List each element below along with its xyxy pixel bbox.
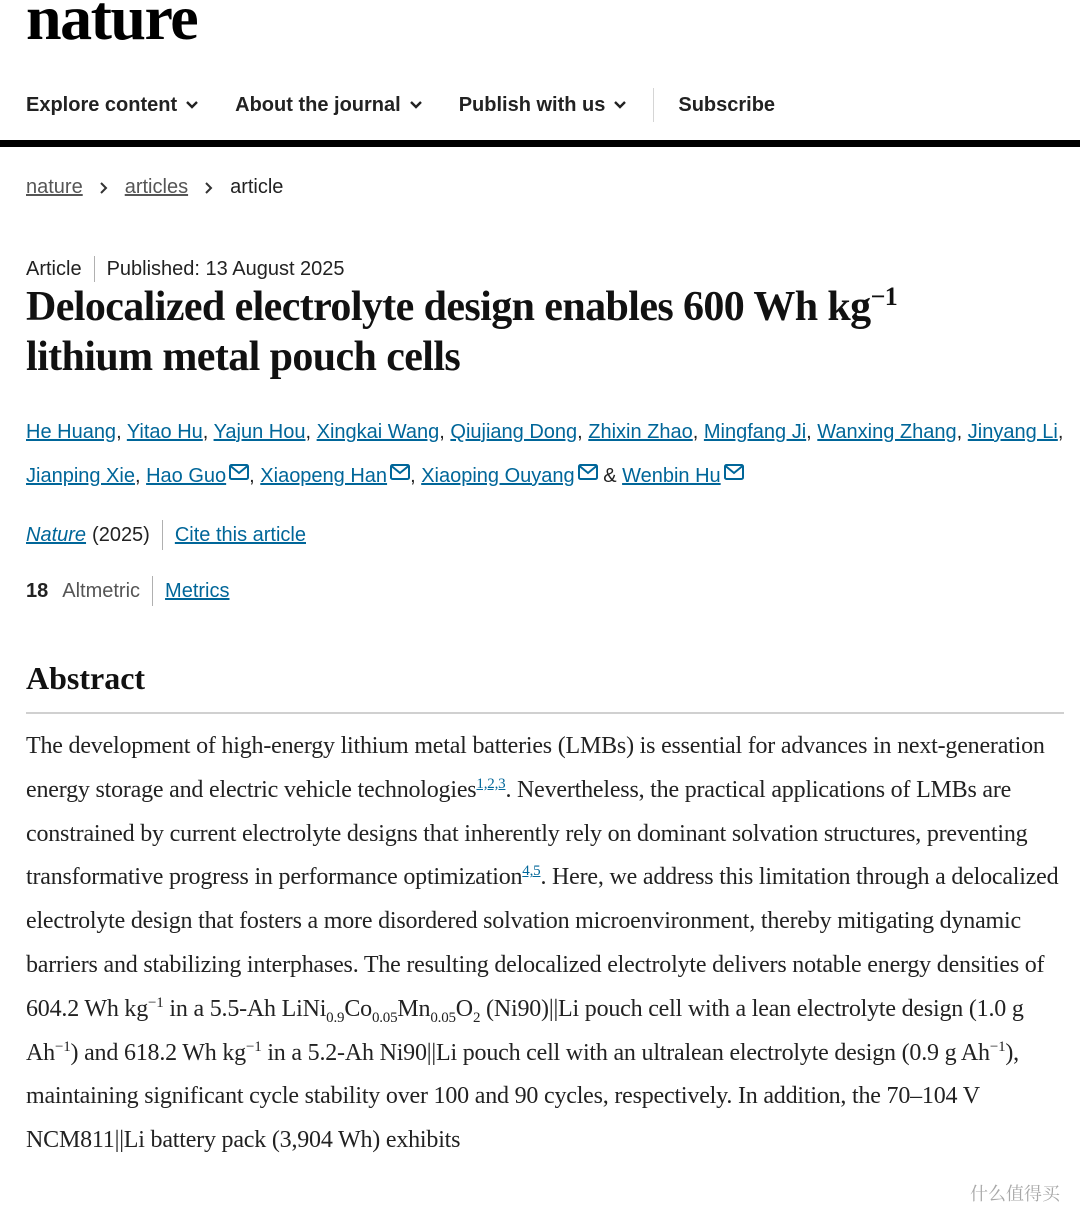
header-rule [0,140,1080,147]
superscript: −1 [245,1038,262,1055]
subscript: 2 [472,1009,481,1026]
abstract-segment: Co [344,995,372,1022]
author-link[interactable]: Mingfang Ji [703,421,807,443]
abstract-segment: Mn [397,995,431,1022]
reference-link[interactable]: 1,2,3 [476,775,506,792]
mail-icon[interactable] [724,464,744,480]
metrics-divider [152,576,153,606]
subscript: 0.05 [371,1009,398,1026]
author-link[interactable]: Hao Guo [146,465,227,487]
breadcrumb [26,176,283,199]
breadcrumb-articles[interactable]: articles [124,176,189,198]
author-link[interactable]: He Huang [26,421,117,443]
altmetric-label: Altmetric [62,579,141,602]
superscript: −1 [989,1038,1006,1055]
cite-this-article-link[interactable]: Cite this article [174,523,306,546]
author-link[interactable]: Jinyang Li [967,421,1058,443]
nav-explore-content[interactable] [26,94,199,117]
abstract-segment: O [455,995,473,1022]
author-link[interactable]: Yajun Hou [213,421,306,443]
title-superscript: −1 [870,282,898,311]
article-title [26,282,1056,382]
author-separator: , [410,465,422,487]
author-separator: , [806,421,818,443]
author-link[interactable]: Xiaopeng Han [260,465,388,487]
subscript: 0.05 [430,1009,456,1026]
reference-link[interactable]: 4,5 [522,863,541,880]
abstract-segment: ) and 618.2 Wh kg [70,1039,246,1066]
nav-about-label: About the journal [235,93,401,116]
nav-subscribe-label: Subscribe [678,93,776,116]
chevron-right-icon [204,181,214,195]
journal-link[interactable]: Nature [26,523,87,546]
author-link[interactable]: Wanxing Zhang [817,421,957,443]
author-separator: , [202,421,214,443]
chevron-right-icon [99,181,109,195]
abstract-segment: The development of high-energy lithium metal batteries (LMBs) is essential for advances in next-generation energy storage and electric vehicle technologies [26,733,1045,803]
altmetric-count: 18 [26,579,49,602]
author-link[interactable]: Xingkai Wang [316,421,440,443]
nav-publish-label: Publish with us [458,93,606,116]
breadcrumb-nature[interactable]: nature [26,176,83,198]
abstract-segment: . Nevertheless, the practical applications of LMBs are constrained by current electrolyte designs that inherently rely on dominant solvation structures, preventing transformative progress in performance optimization [26,776,1028,891]
author-separator: , [439,421,451,443]
nav-about-journal[interactable] [235,94,423,117]
abstract-rule [26,712,1064,714]
nav-subscribe[interactable] [678,94,775,117]
mail-icon[interactable] [390,464,410,480]
metrics-bar [26,576,230,606]
author-separator: , [692,421,704,443]
author-separator: , [249,465,261,487]
published-date: Published: 13 August 2025 [106,257,345,280]
title-line-2: lithium metal pouch cells [26,334,461,380]
title-line-1: Delocalized electrolyte design enables 600 Wh kg [26,284,871,330]
author-link[interactable]: Xiaoping Ouyang [421,465,575,487]
nav-divider [653,88,654,122]
author-link[interactable]: Qiujiang Dong [450,421,578,443]
author-list [26,410,1066,498]
cite-divider [162,520,163,550]
abstract-segment: in a 5.2-Ah Ni90||Li pouch cell with an ultralean electrolyte design (0.9 g Ah [261,1039,990,1066]
author-link[interactable]: Wenbin Hu [622,465,721,487]
chevron-down-icon [409,100,423,110]
abstract-segment: in a 5.5-Ah LiNi [163,995,327,1022]
subscript: 0.9 [326,1009,345,1026]
superscript: −1 [54,1038,71,1055]
nature-logo[interactable]: nature [26,0,198,53]
superscript: −1 [148,994,164,1011]
author-separator: , [116,421,127,443]
abstract-text [26,725,1066,1163]
meta-divider [94,256,95,282]
chevron-down-icon [185,100,199,110]
author-separator: , [956,421,968,443]
abstract-segment: . Here, we address this limitation through a delocalized electrolyte design that fosters a more disordered solvation microenvironment, thereby mitigating dynamic barriers and stabilizing interphases. The resulting delocalized electrolyte delivers notable energy densities of 604.2 Wh kg [26,864,1059,1022]
author-separator: , [305,421,317,443]
breadcrumb-current: article [230,176,284,198]
author-link[interactable]: Yitao Hu [126,421,203,443]
nav-publish-with-us[interactable] [459,94,628,117]
citation-line [26,520,306,550]
metrics-link[interactable]: Metrics [165,579,230,602]
top-navigation [26,88,811,122]
abstract-segment: ), maintaining significant cycle stability over 100 and 90 cycles, respectively. In addition, the 70–104 V NCM811||Li battery pack (3,904 Wh) exhibits [26,1039,1019,1154]
author-separator: & [597,465,623,487]
mail-icon[interactable] [578,464,598,480]
abstract-heading: Abstract [26,660,146,696]
author-separator: , [134,465,147,487]
citation-year: (2025) [92,523,150,546]
mail-icon[interactable] [229,464,249,480]
nav-explore-label: Explore content [26,93,178,116]
author-separator: , [1057,421,1064,443]
chevron-down-icon [613,100,627,110]
article-meta [26,256,345,282]
author-separator: , [577,421,589,443]
abstract-segment: (Ni90)||Li pouch cell with a lean electrolyte design (1.0 g Ah [26,995,1024,1066]
watermark: 什么值得买 [970,1184,1060,1205]
article-type: Article [26,257,82,280]
author-link[interactable]: Jianping Xie [26,465,135,487]
author-link[interactable]: Zhixin Zhao [588,421,693,443]
